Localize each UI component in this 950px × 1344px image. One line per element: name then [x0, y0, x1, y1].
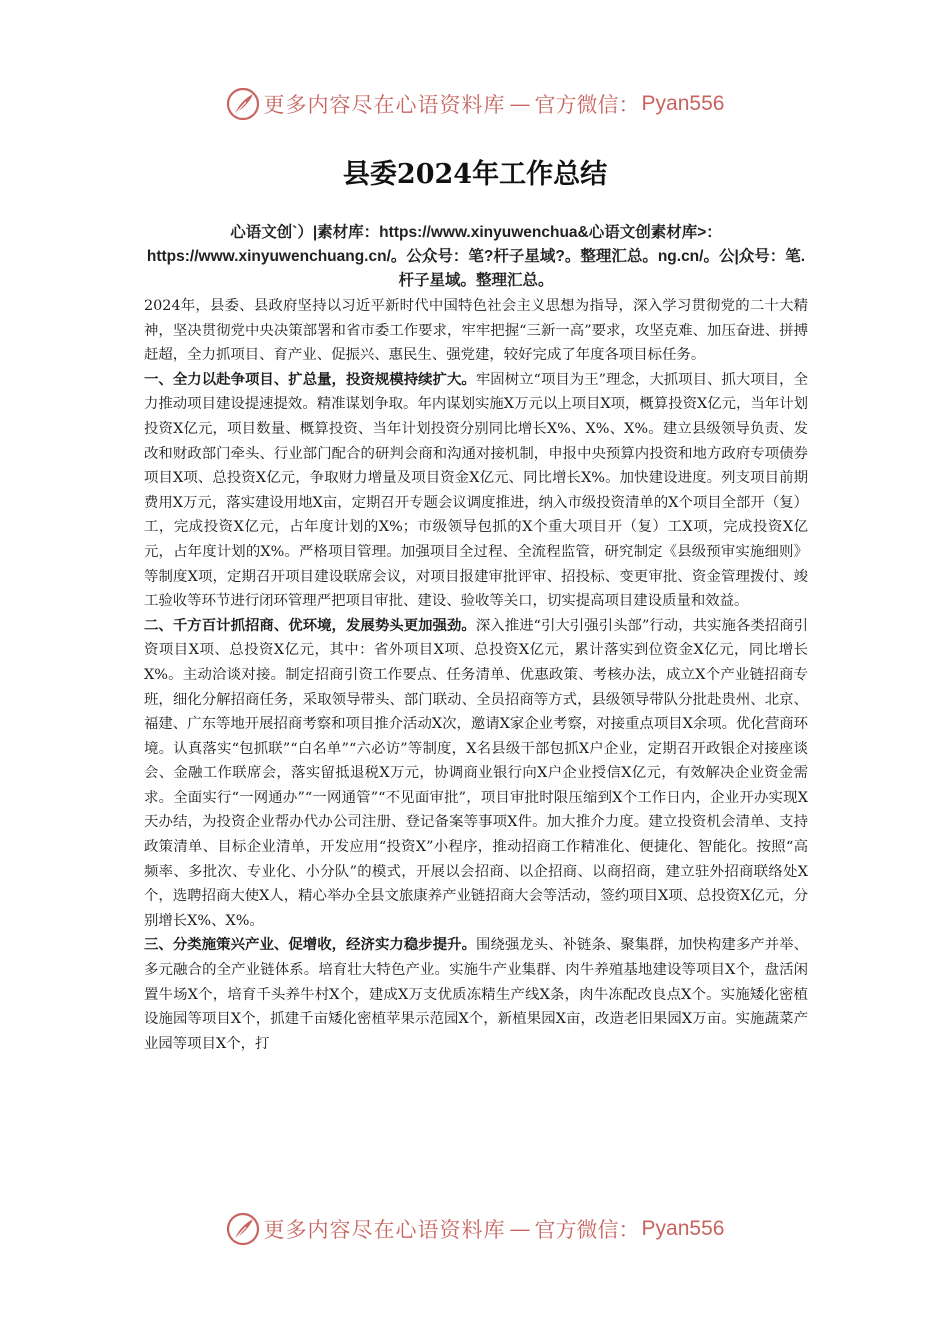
section-body: 牢固树立“项目为王”理念，大抓项目、抓大项目，全力推动项目建设提速提效。精准谋划争取。年内谋划实施X万元以上项目X项，概算投资X亿元，当年计划投资X亿元，项目数量、概算投资、当年计划投资分别同比增长X%、X%、X%。建立县级领导负责、发改和财政部门牵头、行业部门配合的研判会商和沟通对接机制，申报中央预算内投资和地方政府专项债券项目X项、总投资X亿元，争取财力增量及项目资金X亿元、同比增长X%。加快建设进度。列支项目前期费用X万元，落实建设用地X亩，定期召开专题会议调度推进，纳入市级投资清单的X个项目全部开（复）工，完成投资X亿元，占年度计划的X%；市级领导包抓的X个重大项目开（复）工X项，完成投资X亿元，占年度计划的X%。严格项目管理。加强项目全过程、全流程监管，研究制定《县级预审实施细则》等制度X项，定期召开项目建设联席会议，对项目报建审批评审、招投标、变更审批、资金管理拨付、竣工验收等环节进行闭环管理严把项目审批、建设、验收等关口，切实提高项目建设质量和效益。: [144, 371, 808, 610]
banner-wechat-label: 官方微信：: [534, 1218, 640, 1242]
section-heading: 三、分类施策兴产业、促增收，经济实力稳步提升。: [144, 936, 477, 954]
feather-logo-icon: [226, 1212, 260, 1246]
banner-wechat-id: Pyan556: [641, 1217, 725, 1240]
section-body: 深入推进“引大引强引头部”行动，共实施各类招商引资项目X项、总投资X亿元，其中：省外项目X项、总投资X亿元，累计落实到位资金X亿元，同比增长X%。主动洽谈对接。制定招商引资工作要点、任务清单、优惠政策、考核办法，成立X个产业链招商专班，细化分解招商任务，采取领导带头、部门联动、全员招商等方式，县级领导带队分批赴贵州、北京、福建、广东等地开展招商考察和项目推介活动X次，邀请X家企业考察，对接重点项目X余项。优化营商环境。认真落实“包抓联”“白名单”“六必访”等制度，X名县级干部包抓X户企业，定期召开政银企对接座谈会、金融工作联席会，落实留抵退税X万元，协调商业银行向X户企业授信X亿元，有效解决企业资金需求。全面实行“一网通办”“一网通管”“不见面审批”，项目审批时限压缩到X个工作日内，企业开办实现X天办结，为投资企业帮办代办公司注册、登记备案等事项X件。加大推介力度。建立投资机会清单、支持政策清单、目标企业清单，开发应用“投资X”小程序，推动招商工作精准化、便捷化、智能化。按照“高频率、多批次、专业化、小分队”的模式，开展以会招商、以企招商、以商招商，建立驻外招商联络处X个，选聘招商大使X人，精心举办全县文旅康养产业链招商大会等活动，签约项目X项、总投资X亿元，分别增长X%、X%。: [144, 617, 808, 929]
section-heading: 一、全力以赴争项目、扩总量，投资规模持续扩大。: [144, 370, 476, 388]
section-paragraph: [144, 368, 808, 614]
section-paragraph: [144, 933, 808, 1056]
banner-separator: —: [509, 1217, 531, 1241]
feather-logo-icon: [226, 87, 260, 121]
banner-wechat-label: 官方微信：: [534, 93, 640, 117]
source-note: 心语文创`）|素材库：https://www.xinyuwenchua&心语文创素材库>：https://www.xinyuwenchuang.cn/。公众号：笔?杆子星域?。整理汇总。ng.cn/。公|众号：笔.杆子星域。整理汇总。: [146, 224, 806, 289]
document-body: [144, 294, 808, 1056]
banner-wechat-id: Pyan556: [641, 92, 725, 115]
banner-text: 更多内容尽在心语资料库: [263, 93, 506, 117]
section-paragraph: [144, 614, 808, 934]
intro-paragraph: 2024年，县委、县政府坚持以习近平新时代中国特色社会主义思想为指导，深入学习贯彻党的二十大精神，坚决贯彻党中央决策部署和省市委工作要求，牢牢把握“三新一高”要求，攻坚克难、加压奋进、拼搏赶超，全力抓项目、育产业、促振兴、惠民生、强党建，较好完成了年度各项目标任务。: [144, 298, 808, 364]
banner-separator: —: [509, 92, 531, 116]
bottom-banner: [0, 1209, 950, 1249]
top-banner: [0, 84, 950, 124]
section-heading: 二、千方百计抓招商、优环境，发展势头更加强劲。: [144, 616, 476, 634]
banner-text: 更多内容尽在心语资料库: [263, 1218, 506, 1242]
document-title: 县委2024年工作总结: [342, 159, 608, 190]
section-body: 围绕强龙头、补链条、聚集群，加快构建多产并举、多元融合的全产业链体系。培育壮大特色产业。实施牛产业集群、肉牛养殖基地建设等项目X个，盘活闲置牛场X个，培育千头养牛村X个，建成X万支优质冻精生产线X条，肉牛冻配改良点X个。实施矮化密植设施园等项目X个，抓建千亩矮化密植苹果示范园X个，新植果园X亩，改造老旧果园X万亩。实施蔬菜产业园等项目X个，打: [144, 937, 808, 1052]
